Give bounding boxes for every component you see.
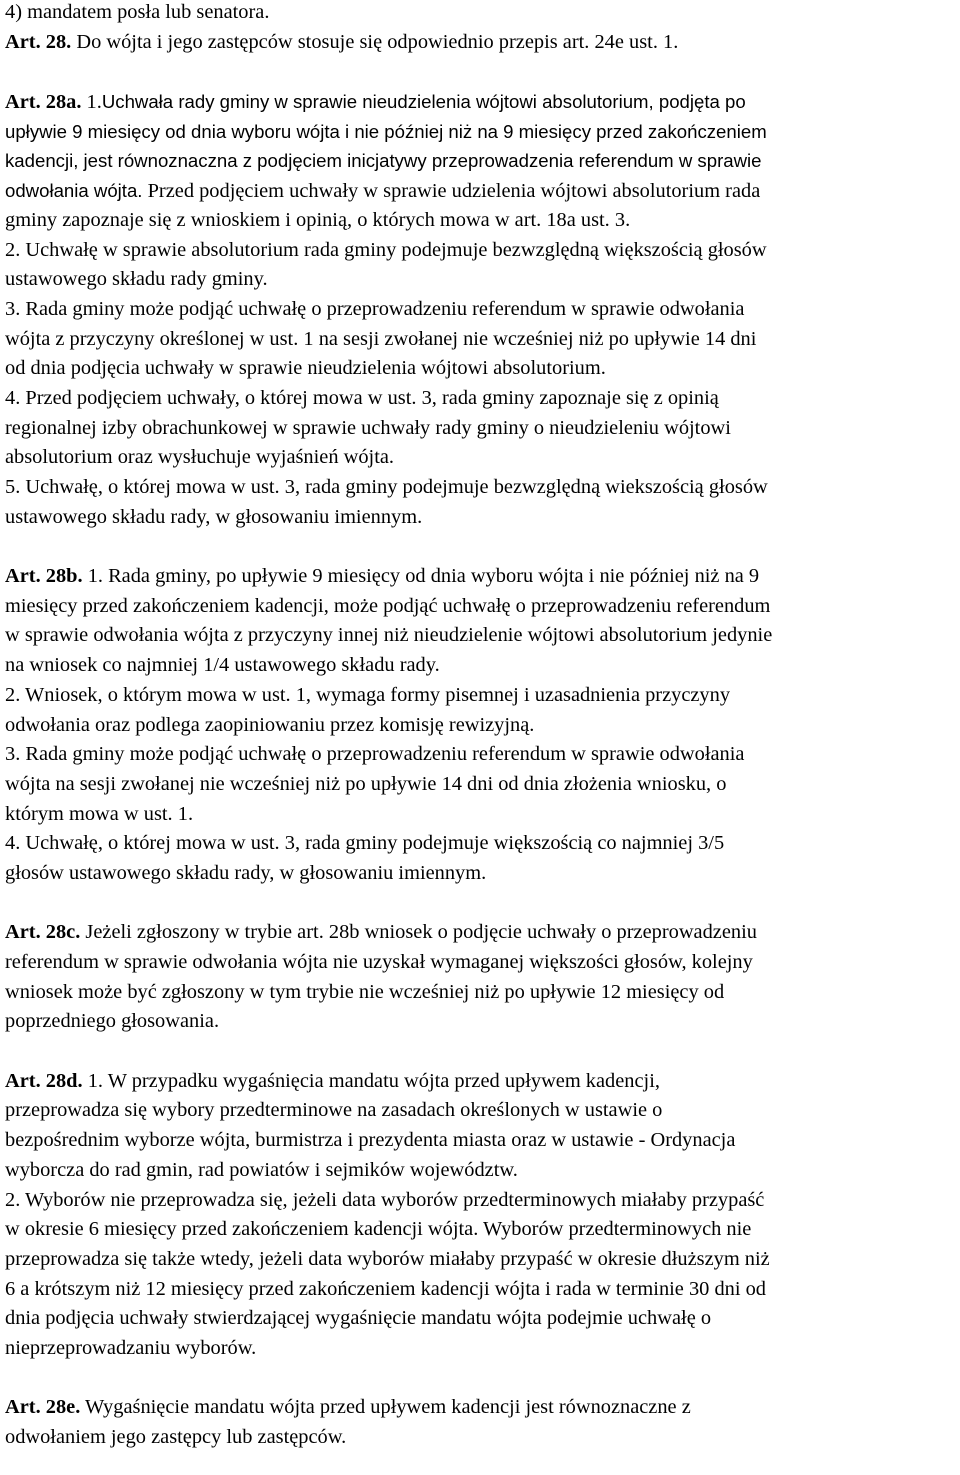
text-line [5,176,957,206]
text-line [5,236,957,266]
text-line [5,325,957,355]
text-segment: nieprzeprowadzaniu wyborów. [5,1336,257,1359]
text-segment: odwołaniem jego zastępcy lub zastępców. [5,1426,347,1448]
article-heading: Art. 28b. [5,565,83,588]
text-segment: w sprawie odwołania wójta z przyczyny innej niż nieudzielenie wójtowi absolutorium jedynie [5,624,773,647]
text-line [5,711,957,741]
blank-line [5,57,957,87]
text-line [5,800,957,830]
text-segment-sans: upływie 9 miesięcy od dnia wyboru wójta i nie później niż na 9 miesięcy przed zakończeniem [5,120,767,142]
text-segment: 4) mandatem posła lub senatora. [5,1,270,23]
text-line [5,28,957,58]
text-line [5,859,957,889]
text-line [5,1007,957,1037]
text-line [5,503,957,533]
text-line [5,562,957,592]
text-line [5,1334,957,1364]
text-segment: wniosek może być zgłoszony w tym trybie nie wcześniej niż po upływie 12 miesięcy od [5,980,725,1003]
text-segment: 1. W przypadku wygaśnięcia mandatu wójta przed upływem kadencji, [82,1069,660,1092]
text-line [5,592,957,622]
text-segment: 4. Uchwałę, o której mowa w ust. 3, rada gminy podejmuje większością co najmniej 3/5 [5,832,725,855]
text-line [5,354,957,384]
text-segment: referendum w sprawie odwołania wójta nie uzyskał wymaganej większości głosów, kolejny [5,951,753,973]
text-segment: 5. Uchwałę, o której mowa w ust. 3, rada gminy podejmuje bezwzględną wiekszością głosów [5,476,768,498]
text-segment: poprzedniego głosowania. [5,1010,220,1033]
text-line [5,621,957,651]
blank-line [5,889,957,919]
text-line [5,1215,957,1245]
article-heading: Art. 28c. [5,921,81,944]
text-line [5,1423,957,1453]
text-line [5,1275,957,1305]
text-line [5,1067,957,1097]
text-line [5,1096,957,1126]
text-segment: którym mowa w ust. 1. [5,802,194,825]
text-line [5,1186,957,1216]
text-segment: 2. Wniosek, o którym mowa w ust. 1, wymaga formy pisemnej i uzasadnienia przyczyny [5,683,731,706]
text-segment: gminy zapoznaje się z wnioskiem i opinią, o których mowa w art. 18a ust. 3. [5,208,631,231]
text-line [5,651,957,681]
article-heading: Art. 28. [5,30,72,53]
text-segment: Wygaśnięcie mandatu wójta przed upływem kadencji jest równoznaczne z [80,1396,691,1419]
document-page [5,0,957,1453]
text-line [5,829,957,859]
article-heading: Art. 28e. [5,1396,81,1419]
article-heading: Art. 28a. [5,91,82,114]
text-segment: wyborcza do rad gmin, rad powiatów i sejmików województw. [5,1158,518,1181]
text-segment: 4. Przed podjęciem uchwały, o której mowa w ust. 3, rada gminy zapoznaje się z opinią [5,386,719,409]
text-segment-sans: odwołania wójta. [5,180,143,202]
text-segment: wójta z przyczyny określonej w ust. 1 na sesji zwołanej nie wcześniej niż po upływie 14 dni [5,327,757,350]
text-segment: 3. Rada gminy może podjąć uchwałę o przeprowadzeniu referendum w sprawie odwołania [5,297,745,320]
text-segment: Jeżeli zgłoszony w trybie art. 28b wniosek o podjęcie uchwały o przeprowadzeniu [80,921,757,944]
blank-line [5,1037,957,1067]
text-line [5,473,957,503]
text-line [5,1393,957,1423]
text-segment: 3. Rada gminy może podjąć uchwałę o przeprowadzeniu referendum w sprawie odwołania [5,743,745,766]
text-segment: Przed podjęciem uchwały w sprawie udzielenia wójtowi absolutorium rada [142,180,761,203]
text-line [5,295,957,325]
text-line [5,414,957,444]
text-segment: 1. Rada gminy, po upływie 9 miesięcy od dnia wyboru wójta i nie później niż na 9 [82,565,760,588]
text-line [5,117,957,147]
blank-line [5,532,957,562]
text-segment: 1. [81,91,102,114]
text-segment: przeprowadza się wybory przedterminowe na zasadach określonych w ustawie o [5,1099,663,1122]
text-line [5,1304,957,1334]
text-line [5,1126,957,1156]
text-line [5,384,957,414]
text-segment: 6 a krótszym niż 12 miesięcy przed zakończeniem kadencji wójta i rada w terminie 30 dni od [5,1277,766,1300]
text-segment: ustawowego składu rady, w głosowaniu imiennym. [5,505,423,528]
text-line [5,1156,957,1186]
article-heading: Art. 28d. [5,1069,83,1092]
text-segment: bezpośrednim wyborze wójta, burmistrza i prezydenta miasta oraz w ustawie - Ordynacja [5,1129,736,1152]
text-line [5,681,957,711]
text-segment: absolutorium oraz wysłuchuje wyjaśnień wójta. [5,446,395,469]
text-segment: wójta na sesji zwołanej nie wcześniej niż po upływie 14 dni od dnia złożenia wniosku, o [5,772,727,795]
text-line [5,1245,957,1275]
text-line [5,770,957,800]
text-segment: regionalnej izby obrachunkowej w sprawie uchwały rady gminy o nieudzieleniu wójtowi [5,416,731,439]
text-segment: na wniosek co najmniej 1/4 ustawowego składu rady. [5,654,440,677]
text-line [5,443,957,473]
text-segment: głosów ustawowego składu rady, w głosowaniu imiennym. [5,861,487,884]
text-segment: dnia podjęcia uchwały stwierdzającej wygaśnięcie mandatu wójta podejmie uchwałę o [5,1307,712,1330]
text-segment-sans: Uchwała rady gminy w sprawie nieudzielenia wójtowi absolutorium, podjęta po [101,91,746,113]
text-segment: miesięcy przed zakończeniem kadencji, może podjąć uchwałę o przeprowadzeniu referendum [5,594,771,617]
text-segment: w okresie 6 miesięcy przed zakończeniem kadencji wójta. Wyborów przedterminowych nie [5,1218,752,1241]
text-segment: od dnia podjęcia uchwały w sprawie nieudzielenia wójtowi absolutorium. [5,357,606,380]
text-segment: 2. Wyborów nie przeprowadza się, jeżeli data wyborów przedterminowych miałaby przypaść [5,1188,765,1211]
text-line [5,740,957,770]
text-segment: przeprowadza się także wtedy, jeżeli data wyborów miałaby przypaść w okresie dłuższym niż [5,1247,770,1270]
text-segment: 2. Uchwałę w sprawie absolutorium rada gminy podejmuje bezwzględną większością głosów [5,238,767,261]
text-segment-sans: kadencji, jest równoznaczna z podjęciem inicjatywy przeprowadzenia referendum w sprawie [5,150,762,172]
text-line [5,146,957,176]
text-line [5,0,957,28]
text-line [5,87,957,117]
text-line [5,978,957,1008]
text-line [5,265,957,295]
text-segment: odwołania oraz podlega zaopiniowaniu przez komisję rewizyjną. [5,713,535,736]
text-segment: ustawowego składu rady gminy. [5,268,268,291]
text-line [5,206,957,236]
blank-line [5,1364,957,1394]
text-line [5,918,957,948]
text-segment: Do wójta i jego zastępców stosuje się odpowiednio przepis art. 24e ust. 1. [71,30,679,53]
text-line [5,948,957,978]
